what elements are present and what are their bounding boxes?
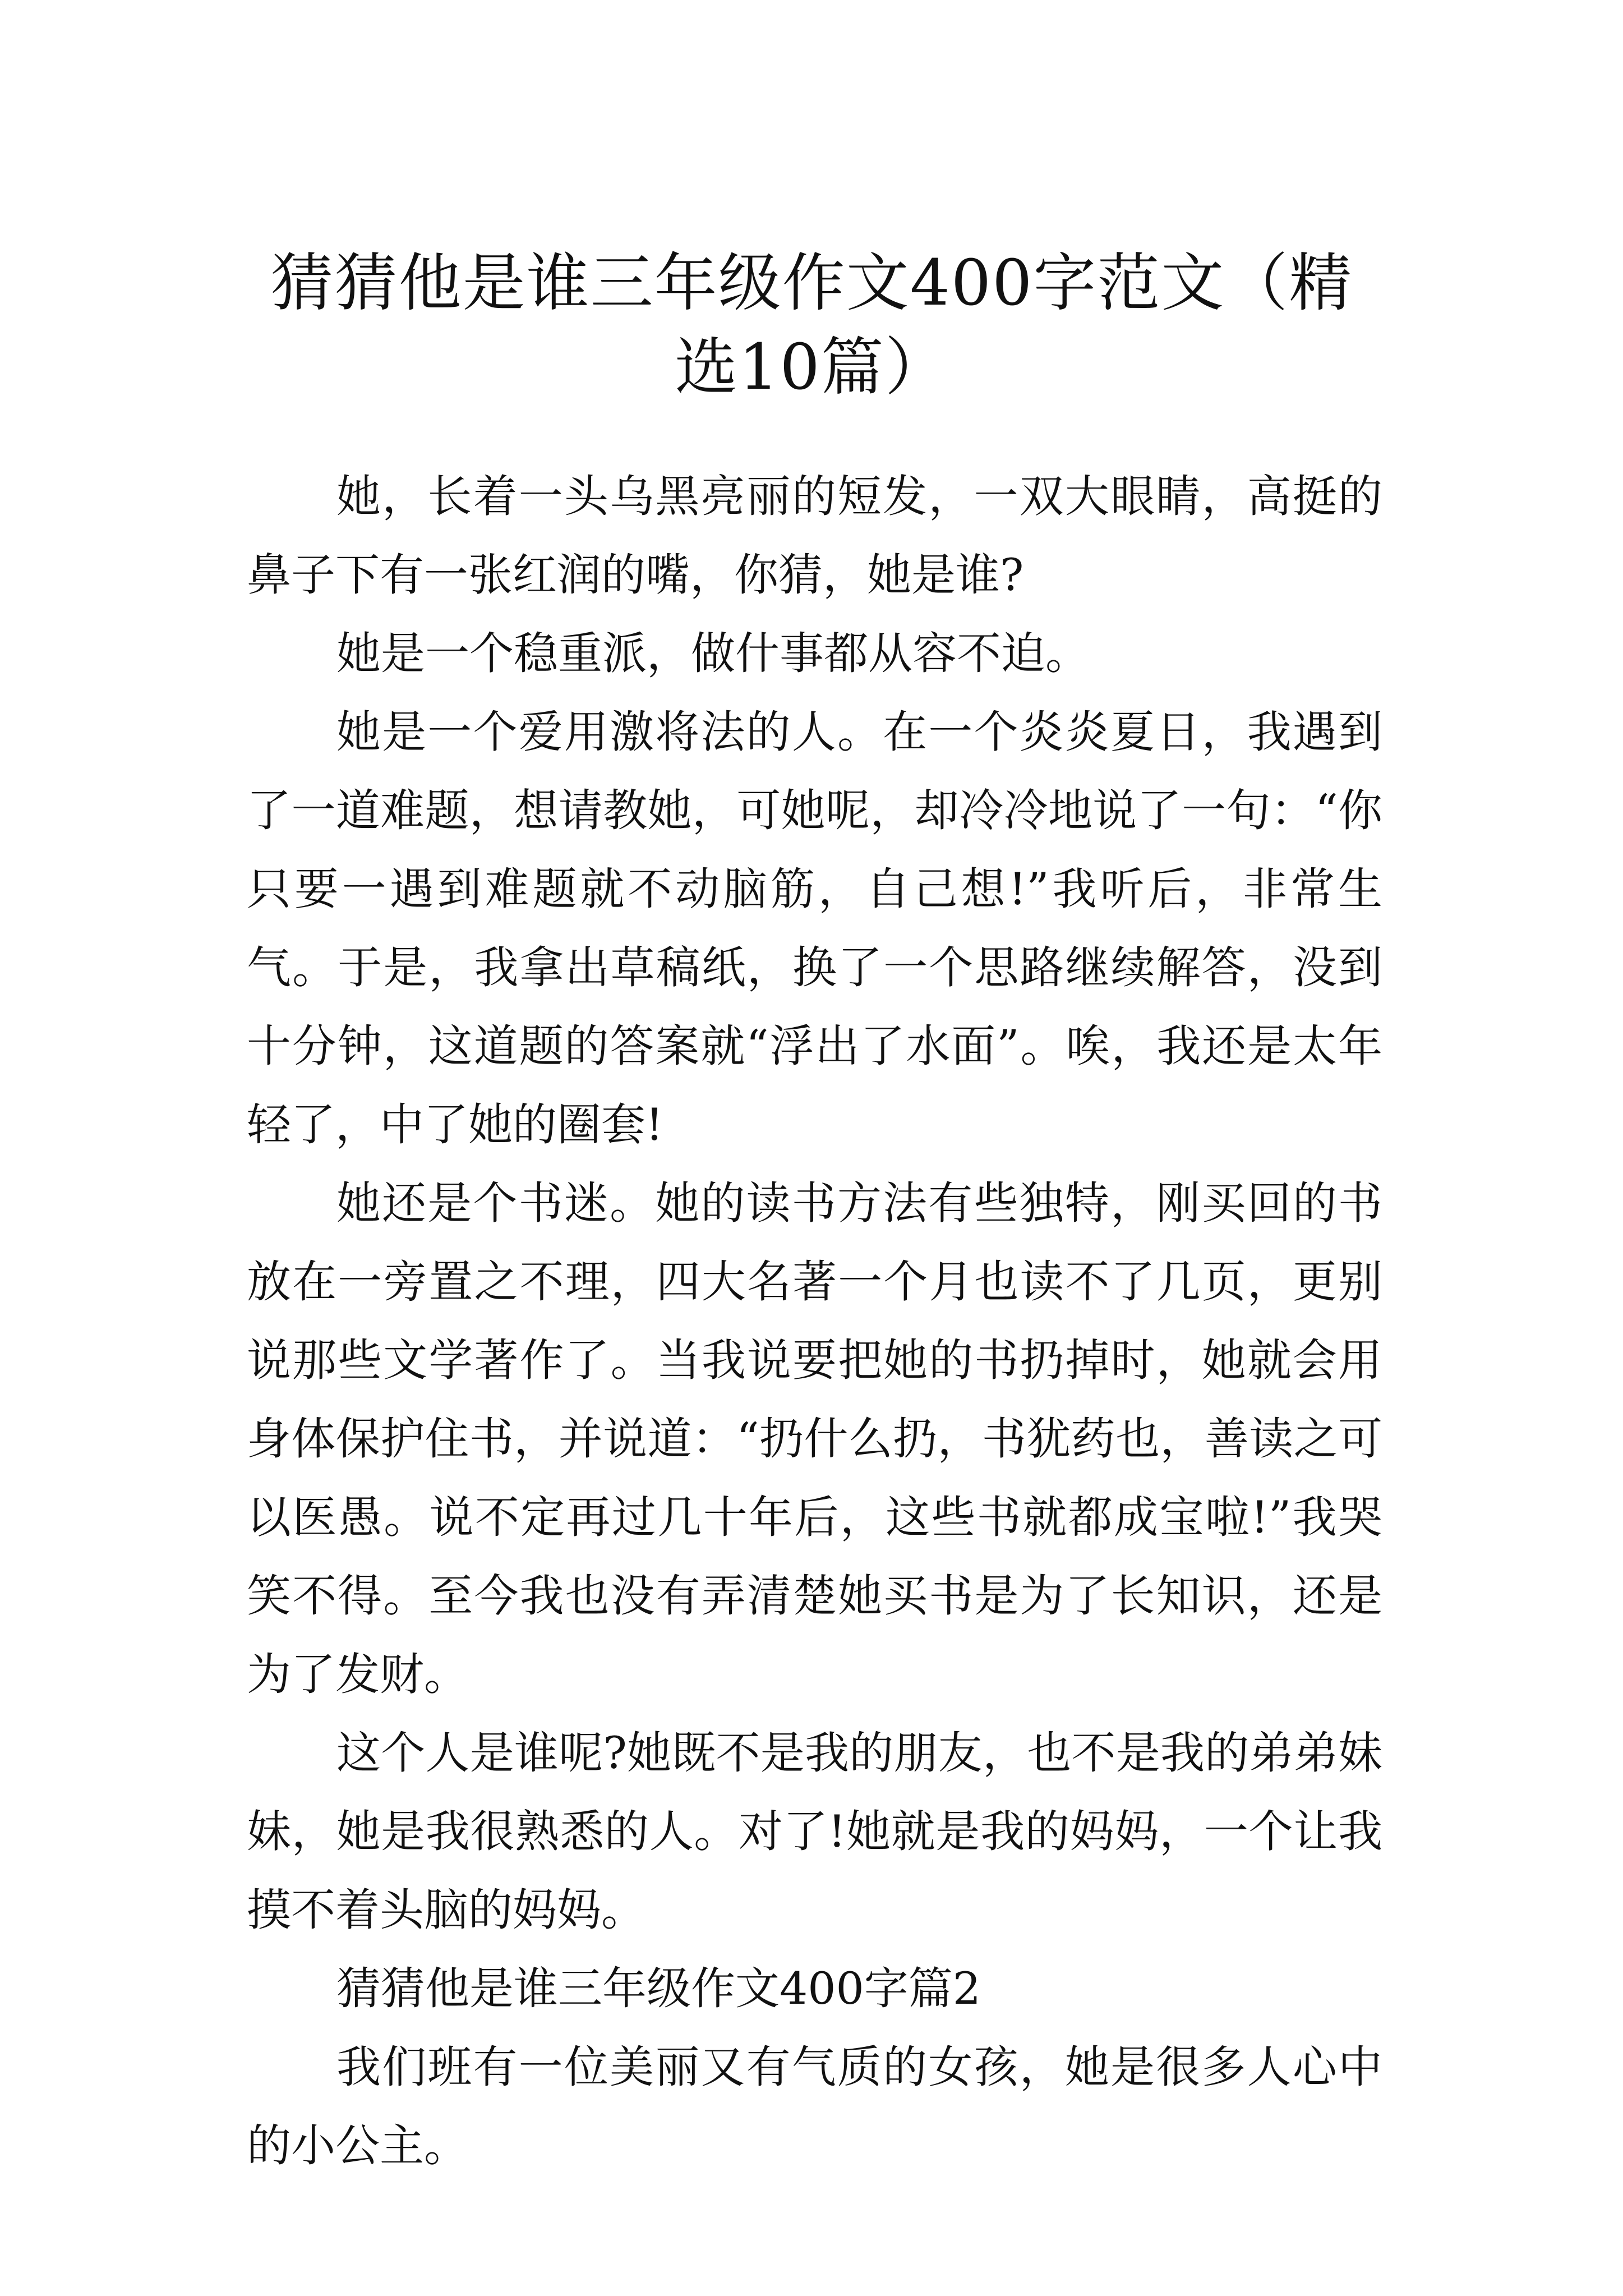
paragraph-5: 这个人是谁呢?她既不是我的朋友，也不是我的弟弟妹妹，她是我很熟悉的人。对了!她就是我的妈妈，一个让我摸不着头脑的妈妈。 (247, 1727, 1382, 1936)
paragraph-2: 她是一个稳重派，做什事都从容不迫。 (336, 628, 1090, 679)
paragraph-6: 我们班有一位美丽又有气质的女孩，她是很多人心中的小公主。 (247, 2041, 1382, 2171)
paragraph-4: 她还是个书迷。她的读书方法有些独特，刚买回的书放在一旁置之不理，四大名著一个月也读不了几页，更别说那些文学著作了。当我说要把她的书扔掉时，她就会用身体保护住书，并说道：“扔什么扔，书犹药也，善读之可以医愚。说不定再过几十年后，这些书就都成宝啦!”我哭笑不得。至今我也没有弄清楚她买书是为了长知识，还是为了发财。 (247, 1177, 1382, 1700)
document-title: 猜猜他是谁三年级作文400字范文（精选10篇） (270, 247, 1353, 404)
section-heading-2: 猜猜他是谁三年级作文400字篇2 (336, 1963, 981, 2014)
document-body (247, 457, 1382, 2185)
paragraph-1: 她，长着一头乌黑亮丽的短发，一双大眼睛，高挺的鼻子下有一张红润的嘴，你猜，她是谁? (247, 471, 1382, 601)
paragraph-3: 她是一个爱用激将法的人。在一个炎炎夏日，我遇到了一道难题，想请教她，可她呢，却冷冷地说了一句：“你只要一遇到难题就不动脑筋，自己想!”我听后，非常生气。于是，我拿出草稿纸，换了一个思路继续解答，没到十分钟，这道题的答案就“浮出了水面”。唉，我还是太年轻了，中了她的圈套! (247, 706, 1382, 1151)
